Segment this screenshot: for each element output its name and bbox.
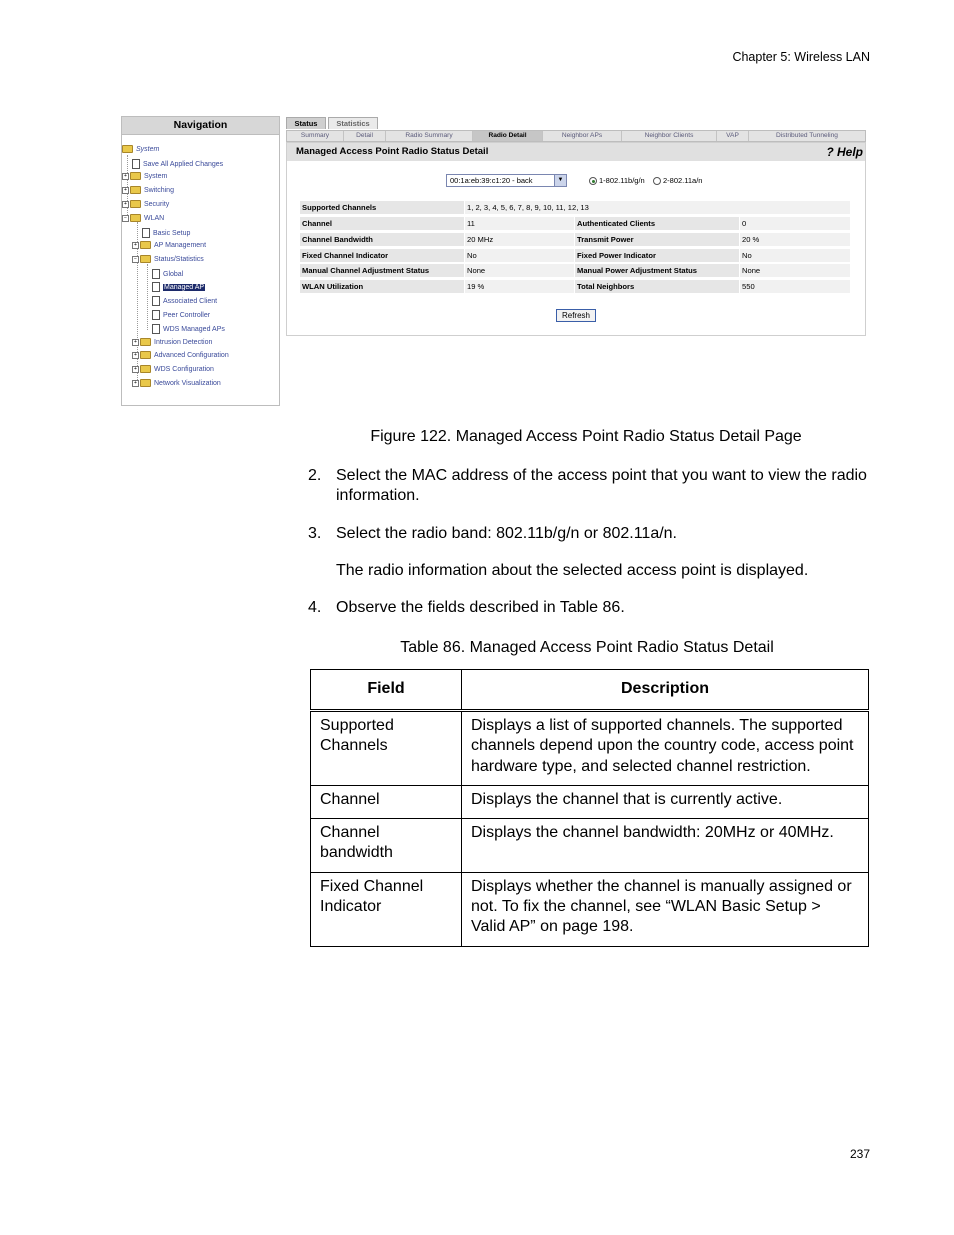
nav-item-wds-configuration[interactable]: + WDS Configuration [132, 365, 214, 374]
nav-item-wds-managed-aps[interactable]: WDS Managed APs [152, 324, 225, 334]
folder-open-icon [130, 214, 141, 222]
radio-band-1[interactable]: 1-802.11b/g/n [589, 176, 645, 186]
tab-statistics[interactable]: Statistics [328, 117, 378, 129]
table-row [311, 872, 869, 946]
step-number: 4. [308, 599, 322, 616]
subtab-summary[interactable]: Summary [287, 131, 344, 141]
refresh-button[interactable]: Refresh [556, 309, 596, 322]
running-header: Chapter 5: Wireless LAN [732, 50, 870, 64]
folder-icon [130, 186, 141, 194]
table-title: Table 86. Managed Access Point Radio Status Detail [400, 639, 774, 656]
page-icon [132, 159, 140, 169]
description-cell: Displays a list of supported channels. The supported channels depend upon the country code, access point hardware type, and selected channel restriction. [462, 711, 869, 786]
field-label: Channel [300, 217, 464, 230]
expand-icon[interactable]: + [122, 173, 129, 180]
nav-item-network-visualization[interactable]: + Network Visualization [132, 379, 221, 388]
panel-title-bar [287, 143, 865, 161]
field-value: 20 % [740, 233, 850, 246]
nav-item-security[interactable]: + Security [122, 200, 169, 209]
table-header-row [311, 670, 869, 711]
page-icon [152, 324, 160, 334]
expand-icon[interactable]: + [132, 352, 139, 359]
page-icon [152, 282, 160, 292]
nav-item-status-statistics[interactable]: − Status/Statistics [132, 255, 204, 264]
description-cell: Displays the channel that is currently active. [462, 785, 869, 818]
nav-item-peer-controller[interactable]: Peer Controller [152, 310, 210, 320]
step-text: Select the MAC address of the access point that you want to view the radio information. [336, 467, 867, 504]
field-label: Fixed Power Indicator [575, 249, 739, 262]
nav-item-global[interactable]: Global [152, 269, 183, 279]
field-cell: Channel bandwidth [311, 819, 462, 873]
description-cell: Displays the channel bandwidth: 20MHz or 40MHz. [462, 819, 869, 873]
field-label: Authenticated Clients [575, 217, 739, 230]
field-row [300, 249, 850, 262]
folder-icon [130, 172, 141, 180]
field-value: 19 % [465, 280, 574, 293]
field-value: 550 [740, 280, 850, 293]
step-number: 3. [308, 525, 322, 542]
subtab-radio-detail[interactable]: Radio Detail [473, 131, 543, 141]
help-link[interactable]: ? Help [826, 145, 863, 159]
field-value: 1, 2, 3, 4, 5, 6, 7, 8, 9, 10, 11, 12, 13 [465, 201, 850, 214]
nav-item-save-all[interactable]: Save All Applied Changes [132, 159, 223, 169]
step-text: Select the radio band: 802.11b/g/n or 802.11a/n. [336, 525, 677, 542]
sub-tabs [286, 130, 866, 142]
folder-open-icon [140, 255, 151, 263]
nav-item-ap-management[interactable]: + AP Management [132, 241, 206, 250]
field-label: Manual Channel Adjustment Status [300, 264, 464, 277]
field-label: Total Neighbors [575, 280, 739, 293]
expand-icon[interactable]: + [122, 201, 129, 208]
description-cell: Displays whether the channel is manually assigned or not. To fix the channel, see “WLAN Basic Setup > Valid AP” on page 198. [462, 872, 869, 946]
field-value: None [740, 264, 850, 277]
field-cell: Supported Channels [311, 711, 462, 786]
expand-icon[interactable]: + [132, 366, 139, 373]
figure-caption: Figure 122. Managed Access Point Radio Status Detail Page [370, 428, 802, 445]
subtab-neighbor-aps[interactable]: Neighbor APs [543, 131, 622, 141]
nav-item-managed-ap[interactable]: Managed AP [152, 282, 205, 292]
nav-item-system[interactable]: + System [122, 172, 167, 181]
page-icon [152, 269, 160, 279]
nav-item-system-root[interactable]: System [122, 145, 159, 154]
table-row [311, 819, 869, 873]
navigation-title: Navigation [122, 117, 279, 135]
radio-unselected-icon [653, 177, 661, 185]
folder-icon [140, 351, 151, 359]
field-row [300, 280, 850, 293]
collapse-icon[interactable]: − [132, 256, 139, 263]
expand-icon[interactable]: + [132, 242, 139, 249]
table-row [311, 711, 869, 786]
subtab-vap[interactable]: VAP [717, 131, 749, 141]
tree-line [147, 264, 148, 330]
subtab-distributed-tunneling[interactable]: Distributed Tunneling [776, 132, 838, 139]
field-label: Transmit Power [575, 233, 739, 246]
table-row [311, 785, 869, 818]
page-icon [152, 296, 160, 306]
step-text: Observe the fields described in Table 86. [336, 599, 625, 616]
radio-band-2[interactable]: 2-802.11a/n [653, 176, 702, 186]
field-value: No [740, 249, 850, 262]
column-header-description: Description [462, 670, 869, 711]
page-icon [152, 310, 160, 320]
folder-icon [140, 241, 151, 249]
subtab-radio-summary[interactable]: Radio Summary [386, 131, 473, 141]
mac-address-value: 00:1a:eb:39:c1:20 - back [450, 176, 533, 185]
field-label: Fixed Channel Indicator [300, 249, 464, 262]
folder-icon [122, 145, 133, 153]
folder-icon [130, 200, 141, 208]
field-cell: Fixed Channel Indicator [311, 872, 462, 946]
step-number: 2. [308, 467, 322, 484]
radio-selected-icon [589, 177, 597, 185]
field-label: Supported Channels [300, 201, 464, 214]
tab-status[interactable]: Status [286, 117, 326, 129]
field-value: 0 [740, 217, 850, 230]
field-cell: Channel [311, 785, 462, 818]
page-icon [142, 228, 150, 238]
field-description-table [310, 669, 869, 947]
field-value: No [465, 249, 574, 262]
field-label: WLAN Utilization [300, 280, 464, 293]
column-header-field: Field [311, 670, 462, 711]
field-row [300, 233, 850, 246]
subtab-detail[interactable]: Detail [344, 131, 386, 141]
nav-item-switching[interactable]: + Switching [122, 186, 174, 195]
field-value: 20 MHz [465, 233, 574, 246]
field-label: Manual Power Adjustment Status [575, 264, 739, 277]
nav-item-wlan[interactable]: − WLAN [122, 214, 164, 223]
step-3-note: The radio information about the selected access point is displayed. [336, 562, 809, 579]
expand-icon[interactable]: + [132, 380, 139, 387]
panel-title: Managed Access Point Radio Status Detail [296, 146, 489, 157]
collapse-icon[interactable]: − [122, 215, 129, 222]
folder-icon [140, 365, 151, 373]
field-value: 11 [465, 217, 574, 230]
nav-item-advanced-configuration[interactable]: + Advanced Configuration [132, 351, 229, 360]
field-row-supported-channels [300, 201, 850, 214]
chevron-down-icon[interactable]: ▼ [554, 175, 566, 186]
folder-icon [140, 379, 151, 387]
field-label: Channel Bandwidth [300, 233, 464, 246]
nav-item-intrusion-detection[interactable]: + Intrusion Detection [132, 338, 212, 347]
subtab-neighbor-clients[interactable]: Neighbor Clients [622, 131, 717, 141]
field-row [300, 217, 850, 230]
expand-icon[interactable]: + [122, 187, 129, 194]
field-row [300, 264, 850, 277]
expand-icon[interactable]: + [132, 339, 139, 346]
nav-item-associated-client[interactable]: Associated Client [152, 296, 217, 306]
field-value: None [465, 264, 574, 277]
folder-icon [140, 338, 151, 346]
page-number: 237 [849, 1147, 870, 1161]
mac-address-select[interactable] [446, 174, 567, 187]
nav-item-basic-setup[interactable]: Basic Setup [142, 228, 190, 238]
